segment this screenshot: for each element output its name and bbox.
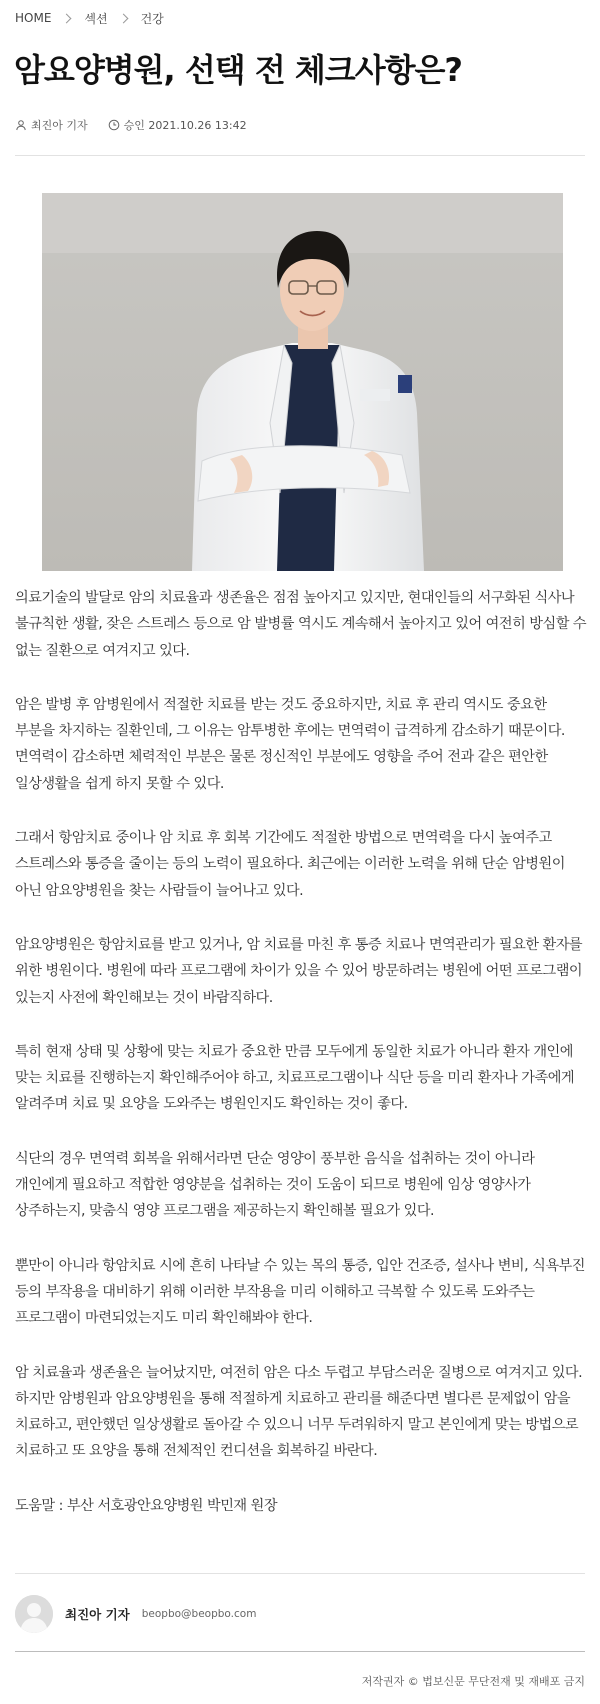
- article-body: [15, 585, 589, 1547]
- article-paragraph: 식단의 경우 면역력 회복을 위해서라면 단순 영양이 풍부한 음식을 섭취하는 것이 아니라 개인에게 필요하고 적합한 영양분을 섭취하는 것이 도움이 되므로 병원에 임상 영양사가 상주하는지, 맞춤식 영양 프로그램을 제공하는지 확인해볼 필요가 있다.: [15, 1150, 535, 1220]
- clock-icon: [108, 119, 120, 131]
- article-byline: [15, 117, 247, 133]
- article-paragraph: 그래서 항암치료 중이나 암 치료 후 회복 기간에도 적절한 방법으로 면역력을 다시 높여주고 스트레스와 통증을 줄이는 등의 노력이 필요하다. 최근에는 이러한 노력을 위해 단순 암병원이 아닌 암요양병원을 찾는 사람들이 늘어나고 있다.: [15, 830, 565, 899]
- article-credit: 도움말 : 부산 서호광안요양병원 박민재 원장: [15, 1497, 278, 1514]
- header-divider: [15, 155, 585, 156]
- article-paragraph: 암은 발병 후 암병원에서 적절한 치료를 받는 것도 중요하지만, 치료 후 관리 역시도 중요한 부분을 차지하는 질환인데, 그 이유는 암투병한 후에는 면역력이 급격하게 감소하기 때문이다. 면역력이 감소하면 체력적인 부분은 물론 정신적인 부분에도 영향을 주어 전과 같은 편안한 일상생활을 쉽게 하지 못할 수 있다.: [15, 696, 565, 792]
- article-paragraph: 특히 현재 상태 및 상황에 맞는 치료가 중요한 만큼 모두에게 동일한 치료가 아니라 환자 개인에 맞는 치료를 진행하는지 확인해주어야 하고, 치료프로그램이나 식단 등을 미리 환자나 가족에게 알려주며 치료 및 요양을 도와주는 병원인지도 확인하는 것이 좋다.: [15, 1043, 575, 1113]
- byline-approved-date: 승인 2021.10.26 13:42: [123, 119, 247, 132]
- author-divider-bottom: [15, 1651, 585, 1652]
- person-icon: [15, 119, 27, 131]
- article-paragraph: 뿐만이 아니라 항암치료 시에 흔히 나타날 수 있는 목의 통증, 입안 건조증, 설사나 변비, 식욕부진 등의 부작용을 대비하기 위해 이러한 부작용을 미리 이해하고 극복할 수 있도록 도와주는 프로그램이 마련되었는지도 미리 확인해봐야 한다.: [15, 1257, 585, 1327]
- chevron-right-icon: [118, 13, 128, 23]
- breadcrumb: [15, 8, 164, 28]
- article-paragraph: 암 치료율과 생존율은 늘어났지만, 여전히 암은 다소 두렵고 부담스러운 질병으로 여겨지고 있다. 하지만 암병원과 암요양병원을 통해 적절하게 치료하고 관리를 해준다면 별다른 문제없이 암을 치료하고, 편안했던 일상생활로 돌아갈 수 있으니 너무 두려워하지 말고 본인에게 맞는 방법으로 치료하고 또 요양을 통해 전체적인 컨디션을 회복하길 바란다.: [15, 1364, 583, 1460]
- chevron-right-icon: [62, 13, 72, 23]
- article-title: 암요양병원, 선택 전 체크사항은?: [14, 51, 462, 89]
- author-email[interactable]: beopbo@beopbo.com: [141, 1608, 257, 1620]
- breadcrumb-home[interactable]: HOME: [15, 11, 52, 25]
- breadcrumb-section[interactable]: 섹션: [84, 11, 108, 26]
- byline-author[interactable]: 최진아 기자: [31, 119, 88, 132]
- breadcrumb-category[interactable]: 건강: [140, 11, 164, 26]
- author-name[interactable]: 최진아 기자: [65, 1607, 130, 1622]
- author-divider-top: [15, 1573, 585, 1574]
- article-paragraph: 암요양병원은 항암치료를 받고 있거나, 암 치료를 마친 후 통증 치료나 면역관리가 필요한 환자를 위한 병원이다. 병원에 따라 프로그램에 차이가 있을 수 있어 방문하려는 병원에 어떤 프로그램이 있는지 사전에 확인해보는 것이 바람직하다.: [15, 936, 583, 1006]
- article-photo: [42, 193, 563, 571]
- author-box: [15, 1592, 585, 1636]
- avatar: [15, 1595, 53, 1633]
- copyright-notice: 저작권자 © 법보신문 무단전재 및 재배포 금지: [361, 1675, 585, 1688]
- article-paragraph: 의료기술의 발달로 암의 치료율과 생존율은 점점 높아지고 있지만, 현대인들의 서구화된 식사나 불규칙한 생활, 잦은 스트레스 등으로 암 발병률 역시도 계속해서 높아지고 있어 여전히 방심할 수 없는 질환으로 여겨지고 있다.: [15, 590, 587, 659]
